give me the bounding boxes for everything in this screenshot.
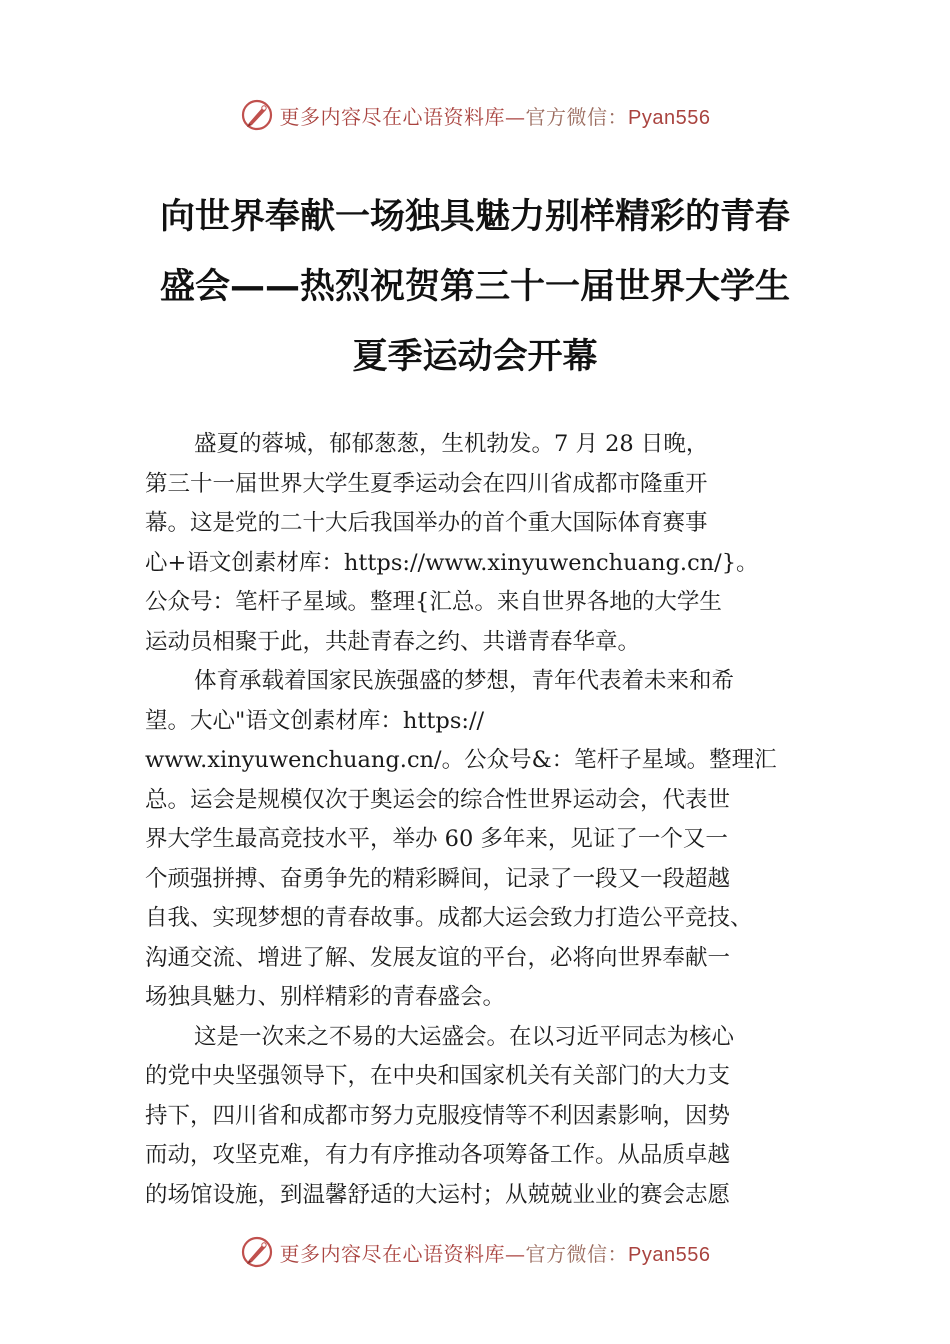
title-line: 盛会——热烈祝贺第三十一届世界大学生 xyxy=(159,267,790,307)
banner-dash: — xyxy=(505,1241,526,1266)
pen-nib-logo-icon xyxy=(240,98,274,132)
paragraph-line: 运动员相聚于此，共赴青春之约、共谱青春华章。 xyxy=(145,628,641,655)
banner-wechat-id: Pyan556 xyxy=(628,1243,711,1266)
header-banner xyxy=(0,95,950,135)
paragraph-line: 心+语文创素材库：https://www.xinyuwenchuang.cn/}。 xyxy=(145,549,759,576)
paragraph-line: 盛夏的蓉城，郁郁葱葱，生机勃发。7 月 28 日晚， xyxy=(194,431,709,457)
paragraph-line: 这是一次来之不易的大运盛会。在以习近平同志为核心 xyxy=(194,1023,735,1050)
banner-wechat-label: 官方微信： xyxy=(525,104,629,129)
paragraph-line: 的场馆设施，到温馨舒适的大运村；从兢兢业业的赛会志愿 xyxy=(145,1181,731,1208)
banner-dash: — xyxy=(505,104,526,129)
document-body xyxy=(145,425,820,1215)
footer-banner xyxy=(0,1232,950,1272)
paragraph-line: 自我、实现梦想的青春故事。成都大运会致力打造公平竞技、 xyxy=(145,905,753,931)
paragraph-line: 体育承载着国家民族强盛的梦想，青年代表着未来和希 xyxy=(194,668,735,694)
paragraph-line: 持下，四川省和成都市努力克服疫情等不利因素影响，因势 xyxy=(145,1102,731,1129)
paragraph-line: www.xinyuwenchuang.cn/。公众号&：笔杆子星域。整理汇 xyxy=(145,747,777,773)
paragraph-line: 总。运会是规模仅次于奥运会的综合性世界运动会，代表世 xyxy=(145,786,731,813)
banner-wechat-id: Pyan556 xyxy=(628,106,711,129)
paragraph-line: 场独具魅力、别样精彩的青春盛会。 xyxy=(145,984,506,1010)
banner-text xyxy=(280,1238,711,1267)
paragraph-line: 个顽强拼搏、奋勇争先的精彩瞬间，记录了一段又一段超越 xyxy=(145,865,731,892)
pen-nib-logo-icon xyxy=(240,1235,274,1269)
title-line: 向世界奉献一场独具魅力别样精彩的青春 xyxy=(159,197,790,237)
paragraph-line: 而动，攻坚克难，有力有序推动各项筹备工作。从品质卓越 xyxy=(145,1142,731,1168)
title-line: 夏季运动会开幕 xyxy=(352,337,598,377)
paragraph-line: 界大学生最高竞技水平，举办 60 多年来，见证了一个又一 xyxy=(145,826,728,852)
banner-slogan: 更多内容尽在心语资料库 xyxy=(279,1241,506,1266)
banner-text xyxy=(280,101,711,130)
banner-slogan: 更多内容尽在心语资料库 xyxy=(279,104,506,129)
paragraph-line: 公众号：笔杆子星域。整理{汇总。来自世界各地的大学生 xyxy=(145,589,722,615)
banner-wechat-label: 官方微信： xyxy=(525,1241,629,1266)
paragraph-line: 望。大心"语文创素材库：https:// xyxy=(145,707,485,734)
paragraph-line: 幕。这是党的二十大后我国举办的首个重大国际体育赛事 xyxy=(145,510,708,536)
paragraph-line: 沟通交流、增进了解、发展友谊的平台，必将向世界奉献一 xyxy=(145,944,731,971)
paragraph-line: 第三十一届世界大学生夏季运动会在四川省成都市隆重开 xyxy=(145,470,708,497)
paragraph-line: 的党中央坚强领导下，在中央和国家机关有关部门的大力支 xyxy=(145,1063,731,1089)
document-title xyxy=(145,182,805,392)
